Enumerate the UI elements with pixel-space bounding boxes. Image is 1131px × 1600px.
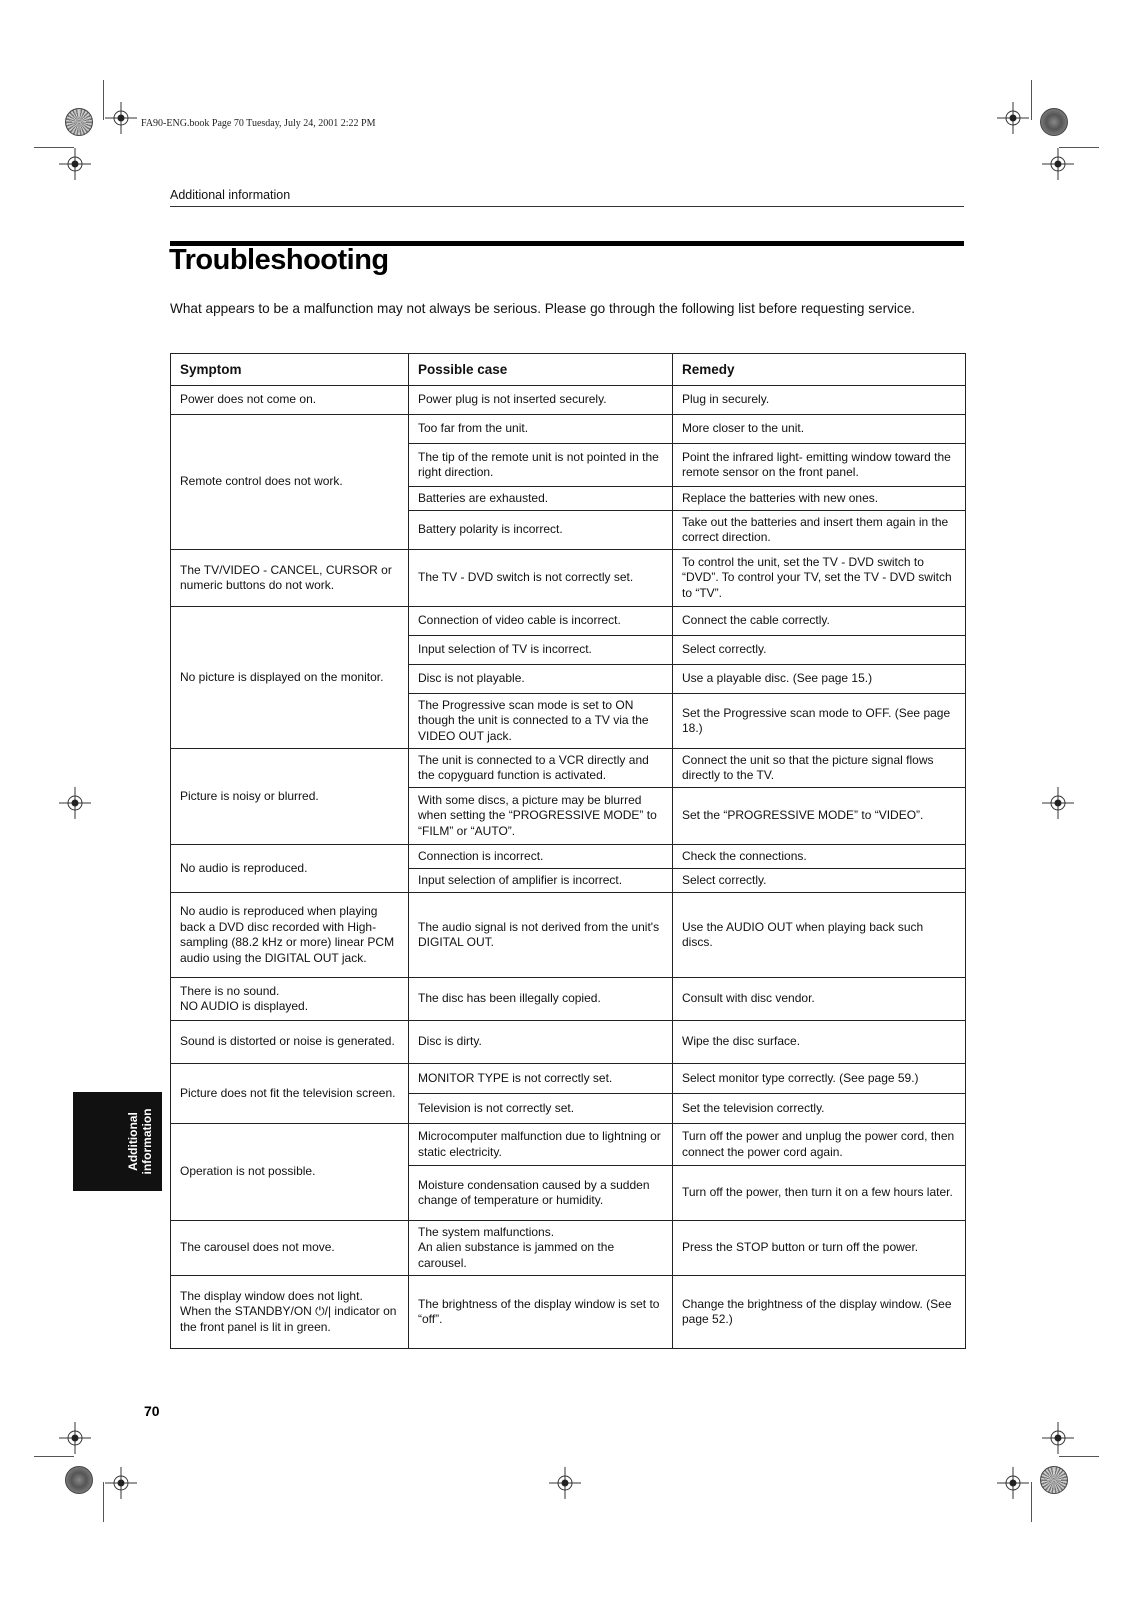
registration-mark-icon (59, 1422, 91, 1454)
color-bar-disc-icon (1040, 108, 1068, 136)
possible-case-cell: The TV - DVD switch is not correctly set. (409, 550, 673, 607)
color-bar-disc-icon (1040, 1466, 1068, 1494)
registration-mark-icon (997, 1467, 1029, 1499)
header-possible-case: Possible case (409, 354, 673, 386)
possible-case-cell: Disc is dirty. (409, 1021, 673, 1064)
remedy-cell: Use the AUDIO OUT when playing back such discs. (673, 893, 966, 978)
possible-case-cell: The audio signal is not derived from the unit's DIGITAL OUT. (409, 893, 673, 978)
remedy-cell: Wipe the disc surface. (673, 1021, 966, 1064)
troubleshooting-table (170, 353, 966, 1349)
remedy-cell: Set the television correctly. (673, 1094, 966, 1124)
registration-mark-icon (1042, 787, 1074, 819)
possible-case-cell: Input selection of TV is incorrect. (409, 636, 673, 665)
table-row (171, 1124, 966, 1166)
remedy-cell: Turn off the power and unplug the power cord, then connect the power cord again. (673, 1124, 966, 1166)
possible-case-cell: The unit is connected to a VCR directly and the copyguard function is activated. (409, 749, 673, 788)
remedy-cell: Select correctly. (673, 869, 966, 893)
table-row (171, 607, 966, 636)
symptom-cell: Operation is not possible. (171, 1124, 409, 1221)
table-row (171, 1021, 966, 1064)
symptom-cell: No audio is reproduced. (171, 845, 409, 893)
possible-case-cell: Television is not correctly set. (409, 1094, 673, 1124)
symptom-cell: Remote control does not work. (171, 415, 409, 550)
side-tab-line-1: Additional (126, 1112, 140, 1171)
remedy-cell: Set the “PROGRESSIVE MODE” to “VIDEO”. (673, 788, 966, 845)
possible-case-cell: MONITOR TYPE is not correctly set. (409, 1064, 673, 1094)
remedy-cell: Select monitor type correctly. (See page 59.) (673, 1064, 966, 1094)
symptom-cell: Sound is distorted or noise is generated. (171, 1021, 409, 1064)
possible-case-cell: The system malfunctions. An alien substance is jammed on the carousel. (409, 1221, 673, 1276)
table-row (171, 550, 966, 607)
symptom-cell: The display window does not light. When the STANDBY/ON ⏻/| indicator on the front panel is lit in green. (171, 1276, 409, 1349)
symptom-cell: The TV/VIDEO - CANCEL, CURSOR or numeric buttons do not work. (171, 550, 409, 607)
remedy-cell: Check the connections. (673, 845, 966, 869)
section-label: Additional information (170, 188, 291, 202)
registration-mark-icon (1042, 1422, 1074, 1454)
remedy-cell: Consult with disc vendor. (673, 978, 966, 1021)
table-row (171, 415, 966, 444)
table-body (171, 386, 966, 1349)
registration-mark-icon (549, 1467, 581, 1499)
crop-line (34, 1456, 74, 1457)
table-row (171, 893, 966, 978)
table-row (171, 1064, 966, 1094)
table-header-row (171, 354, 966, 386)
table-row (171, 978, 966, 1021)
color-bar-disc-icon (65, 1466, 93, 1494)
possible-case-cell: Connection is incorrect. (409, 845, 673, 869)
remedy-cell: Point the infrared light- emitting window toward the remote sensor on the front panel. (673, 444, 966, 487)
symptom-cell: Picture is noisy or blurred. (171, 749, 409, 845)
registration-mark-icon (59, 148, 91, 180)
possible-case-cell: Connection of video cable is incorrect. (409, 607, 673, 636)
possible-case-cell: The Progressive scan mode is set to ON though the unit is connected to a TV via the VIDEO OUT jack. (409, 694, 673, 749)
side-tab-line-2: information (140, 1108, 154, 1175)
remedy-cell: Change the brightness of the display window. (See page 52.) (673, 1276, 966, 1349)
table-row (171, 386, 966, 415)
possible-case-cell: The tip of the remote unit is not pointed in the right direction. (409, 444, 673, 487)
color-bar-disc-icon (65, 108, 93, 136)
page-number: 70 (144, 1403, 160, 1419)
registration-mark-icon (1042, 148, 1074, 180)
possible-case-cell: Moisture condensation caused by a sudden change of temperature or humidity. (409, 1166, 673, 1221)
remedy-cell: Plug in securely. (673, 386, 966, 415)
possible-case-cell: Battery polarity is incorrect. (409, 511, 673, 550)
table-row (171, 845, 966, 869)
symptom-cell: Picture does not fit the television screen. (171, 1064, 409, 1124)
symptom-cell: Power does not come on. (171, 386, 409, 415)
possible-case-cell: Disc is not playable. (409, 665, 673, 694)
crop-line (1031, 80, 1032, 120)
registration-mark-icon (997, 102, 1029, 134)
symptom-cell: The carousel does not move. (171, 1221, 409, 1276)
table-row (171, 1276, 966, 1349)
remedy-cell: Use a playable disc. (See page 15.) (673, 665, 966, 694)
crop-line (34, 147, 74, 148)
crop-line (103, 1482, 104, 1522)
possible-case-cell: The disc has been illegally copied. (409, 978, 673, 1021)
possible-case-cell: With some discs, a picture may be blurred when setting the “PROGRESSIVE MODE” to “FILM” or “AUTO”. (409, 788, 673, 845)
intro-text: What appears to be a malfunction may not always be serious. Please go through the following list before requesting service. (170, 301, 916, 316)
possible-case-cell: Microcomputer malfunction due to lightning or static electricity. (409, 1124, 673, 1166)
remedy-cell: Replace the batteries with new ones. (673, 487, 966, 511)
symptom-cell: No audio is reproduced when playing back a DVD disc recorded with High-sampling (88.2 kHz or more) linear PCM audio using the DIGITAL OUT jack. (171, 893, 409, 978)
possible-case-cell: The brightness of the display window is set to “off”. (409, 1276, 673, 1349)
symptom-cell: No picture is displayed on the monitor. (171, 607, 409, 749)
header-remedy: Remedy (673, 354, 966, 386)
table-row (171, 749, 966, 788)
remedy-cell: Turn off the power, then turn it on a few hours later. (673, 1166, 966, 1221)
page-title: Troubleshooting (169, 244, 389, 276)
header-rule (170, 206, 964, 207)
print-header: FA90-ENG.book Page 70 Tuesday, July 24, 2001 2:22 PM (141, 118, 376, 129)
possible-case-cell: Batteries are exhausted. (409, 487, 673, 511)
registration-mark-icon (105, 1467, 137, 1499)
side-tab (73, 1092, 162, 1191)
crop-line (1059, 1456, 1099, 1457)
crop-line (1059, 147, 1099, 148)
remedy-cell: Connect the cable correctly. (673, 607, 966, 636)
remedy-cell: Press the STOP button or turn off the power. (673, 1221, 966, 1276)
crop-line (103, 80, 104, 120)
remedy-cell: Connect the unit so that the picture signal flows directly to the TV. (673, 749, 966, 788)
remedy-cell: Set the Progressive scan mode to OFF. (See page 18.) (673, 694, 966, 749)
remedy-cell: Select correctly. (673, 636, 966, 665)
possible-case-cell: Power plug is not inserted securely. (409, 386, 673, 415)
crop-line (1031, 1482, 1032, 1522)
possible-case-cell: Input selection of amplifier is incorrect. (409, 869, 673, 893)
remedy-cell: To control the unit, set the TV - DVD switch to “DVD”. To control your TV, set the TV - DVD switch to “TV”. (673, 550, 966, 607)
registration-mark-icon (105, 102, 137, 134)
possible-case-cell: Too far from the unit. (409, 415, 673, 444)
remedy-cell: More closer to the unit. (673, 415, 966, 444)
symptom-cell: There is no sound. NO AUDIO is displayed. (171, 978, 409, 1021)
header-symptom: Symptom (171, 354, 409, 386)
registration-mark-icon (59, 787, 91, 819)
table-row (171, 1221, 966, 1276)
remedy-cell: Take out the batteries and insert them again in the correct direction. (673, 511, 966, 550)
